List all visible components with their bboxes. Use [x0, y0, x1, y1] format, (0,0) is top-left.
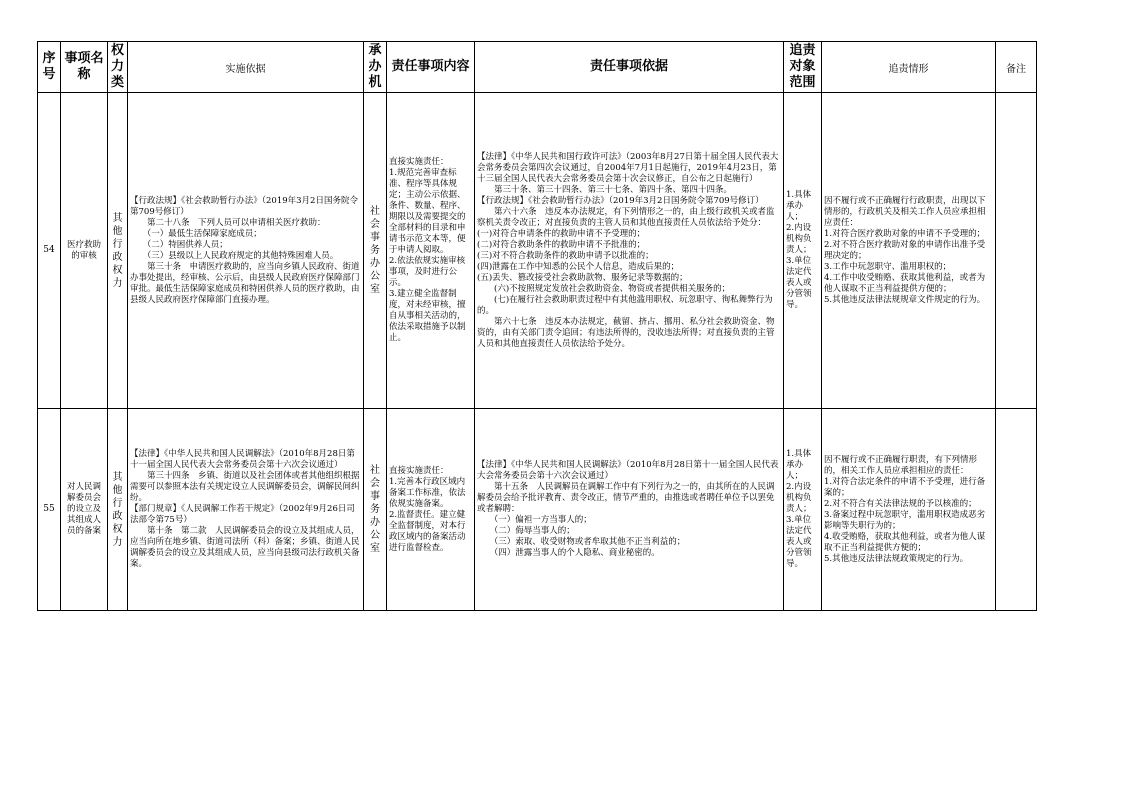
header-dept: 承办机 — [364, 42, 387, 93]
content-line: 1.完善本行政区域内备案工作标准，依法依规实施备案。 — [389, 476, 466, 509]
basis-line: （三）县级以上人民政府规定的其他特殊困难人员。 — [142, 250, 339, 261]
situation-line: 2.对不符合有关法律法规的予以核准的； — [824, 498, 977, 509]
situation-line: 因不履行或不正确履行职责，有下列情形的，相关工作人员应承担相应的责任： — [824, 454, 978, 476]
row-situation — [822, 409, 996, 611]
basis-line: （二）特困供养人员； — [142, 239, 228, 250]
header-seq: 序号 — [38, 42, 61, 93]
resp-basis-line: 【行政法规】《社会救助暂行办法》（2019年3月2日国务院令第709号修订） — [477, 195, 764, 206]
header-situation: 追责情形 — [822, 42, 996, 93]
resp-basis-line: (一)对符合申请条件的救助申请不予受理的； — [477, 228, 646, 239]
basis-line: 【行政法规】《社会救助暂行办法》（2019年3月2日国务院令第709号修订） — [130, 195, 358, 217]
situation-line: 因不履行或不正确履行行政职责，出现以下情形的，行政机关及相关工作人员应承担相应责任： — [824, 195, 986, 228]
basis-line: 【法律】《中华人民共和国人民调解法》（2010年8月28日第十一届全国人民代表大会常务委员会第十六次会议通过） — [130, 449, 355, 470]
basis-line: 第十条 第二款 人民调解委员会的设立及其组成人员，应当向所在地乡镇、街道司法所（科）备案；乡镇、街道人民调解委员会的设立及其组成人员，应当向县级司法行政机关备案。 — [130, 526, 360, 569]
content-line: 2.监督责任。建立健全监督制度，对本行政区域内的备案活动进行监督检查。 — [389, 509, 466, 553]
basis-line: 第三十条 申请医疗救助的，应当向乡镇人民政府、街道办事处提出，经审核、公示后，由县级人民政府医疗保障部门审批。最低生活保障家庭成员和特困供养人员的医疗救助，由县级人民政府医疗保障部门直接办理。 — [130, 261, 360, 305]
row-dept: 社会事务办公室 — [364, 93, 387, 409]
resp-basis-line: (五)丢失、篡改接受社会救助款物、服务记录等数据的； — [477, 272, 688, 283]
situation-line: 5.其他违反法律法规规章文件规定的行为。 — [824, 294, 986, 305]
header-resp-content: 责任事项内容 — [387, 42, 475, 93]
resp-basis-line: （二）侮辱当事人的； — [489, 526, 575, 536]
row-seq: 55 — [38, 409, 61, 611]
target-line: 2.内设机构负责人； — [786, 223, 812, 255]
situation-line: 4.收受贿赂，获取其他利益，或者为他人谋取不正当利益提供方便的； — [824, 531, 986, 553]
header-row — [38, 42, 1037, 93]
basis-line: 第二十八条 下列人员可以申请相关医疗救助： — [147, 217, 326, 228]
row-target — [784, 409, 822, 611]
row-power-type: 其他行政权力 — [108, 93, 128, 409]
row-seq: 54 — [38, 93, 61, 409]
resp-basis-line: (七)在履行社会救助职责过程中有其他滥用职权、玩忽职守、徇私舞弊行为的。 — [477, 294, 773, 316]
resp-basis-line: （四）泄露当事人的个人隐私、商业秘密的。 — [489, 548, 660, 558]
row-target — [784, 93, 822, 409]
resp-basis-line: 【法律】《中华人民共和国人民调解法》（2010年8月28日第十一届全国人民代表大会常务委员会第十六次会议通过） — [477, 460, 779, 481]
header-resp-basis: 责任事项依据 — [475, 42, 784, 93]
target-line: 3.单位法定代表人或分管领导。 — [786, 256, 812, 310]
row-resp-basis — [475, 93, 784, 409]
content-line: 2.依法依规实施审核事项，及时进行公示。 — [389, 256, 466, 288]
row-resp-content — [387, 409, 475, 611]
resp-basis-line: (二)对符合救助条件的救助申请不予批准的； — [477, 239, 646, 250]
content-line: 直接实施责任： — [389, 157, 449, 167]
table-row — [38, 93, 1037, 409]
resp-basis-line: 第十五条 人民调解员在调解工作中有下列行为之一的，由其所在的人民调解委员会给予批评教育、责令改正，情节严重的，由推选或者聘任单位予以罢免或者解聘： — [477, 482, 775, 514]
resp-basis-line: (三)对不符合救助条件的救助申请予以批准的； — [477, 250, 654, 261]
basis-line: 【部门规章】《人民调解工作若干规定》（2002年9月26日司法部令第75号） — [130, 504, 355, 525]
basis-line: 第三十四条 乡镇、街道以及社会团体或者其他组织根据需要可以参照本法有关规定设立人民调解委员会，调解民间纠纷。 — [130, 471, 360, 503]
table-row — [38, 409, 1037, 611]
row-item-name: 对人民调解委员会的设立及其组成人员的备案 — [61, 409, 108, 611]
row-note — [996, 93, 1037, 409]
resp-basis-line: 第六十七条 违反本办法规定，截留、挤占、挪用、私分社会救助资金、物资的，由有关部门责令追回；有违法所得的，没收违法所得；对直接负责的主管人员和其他直接责任人员依法给予处分。 — [477, 316, 775, 349]
resp-basis-line: （三）索取、收受财物或者牟取其他不正当利益的； — [489, 537, 686, 547]
situation-line: 4.工作中收受贿赂、获取其他利益，或者为他人谋取不正当利益提供方便的； — [824, 272, 986, 294]
row-basis — [128, 409, 364, 611]
target-line: 1.具体承办人； — [786, 190, 812, 222]
row-item-name: 医疗救助的审核 — [61, 93, 108, 409]
target-line: 2.内设机构负责人； — [786, 482, 812, 514]
resp-basis-line: 【法律】《中华人民共和国行政许可法》（2003年8月27日第十届全国人民代表大会常务委员会第四次会议通过，自2004年7月1日起施行，2019年4月23日，第十三届全国人民代表大会常务委员会第十次会议修正，自公布之日起施行） — [477, 151, 779, 184]
header-note: 备注 — [996, 42, 1037, 93]
resp-basis-line: （一）偏袒一方当事人的； — [489, 515, 592, 525]
situation-line: 2.对不符合医疗救助对象的申请作出准予受理决定的； — [824, 239, 986, 261]
situation-line: 5.其他违反法律法规政策规定的行为。 — [824, 553, 969, 564]
row-dept: 社会事务办公室 — [364, 409, 387, 611]
resp-basis-line: (四)泄露在工作中知悉的公民个人信息，造成后果的； — [477, 261, 680, 272]
row-resp-basis — [475, 409, 784, 611]
basis-line: （一）最低生活保障家庭成员； — [142, 228, 262, 239]
target-line: 3.单位法定代表人或分管领导。 — [786, 515, 812, 569]
target-line: 1.具体承办人； — [786, 449, 812, 481]
situation-line: 3.工作中玩忽职守、滥用职权的； — [824, 261, 952, 272]
row-resp-content — [387, 93, 475, 409]
content-line: 1.规范完善审查标准、程序等具体规定；主动公示依据、条件、数量、程序、期限以及需要提交的全部材料的目录和申请书示范文本等，便于申请人阅取。 — [389, 168, 466, 255]
content-line: 3.建立健全监督制度，对未经审核，擅自从事相关活动的，依法采取措施予以制止。 — [389, 289, 466, 343]
row-basis — [128, 93, 364, 409]
resp-basis-line: 第六十六条 违反本办法规定，有下列情形之一的，由上级行政机关或者监察机关责令改正；对直接负责的主管人员和其他直接责任人员依法给予处分： — [477, 206, 775, 228]
content-line: 直接实施责任： — [389, 465, 449, 476]
resp-basis-line: 第三十条、第三十四条、第三十七条、第四十条、第四十四条。 — [494, 184, 733, 195]
header-item-name: 事项名称 — [61, 42, 108, 93]
situation-line: 1.对符合法定条件的申请不予受理，进行备案的； — [824, 476, 986, 498]
header-target: 追责对象范围 — [784, 42, 822, 93]
row-power-type: 其他行政权力 — [108, 409, 128, 611]
resp-basis-line: (六)不按照规定发放社会救助资金、物资或者提供相关服务的； — [494, 283, 731, 294]
row-situation — [822, 93, 996, 409]
header-basis: 实施依据 — [128, 42, 364, 93]
row-note — [996, 409, 1037, 611]
header-power-type: 权力类 — [108, 42, 128, 93]
situation-line: 1.对符合医疗救助对象的申请不予受理的； — [824, 228, 986, 239]
power-list-table — [37, 41, 1037, 611]
situation-line: 3.备案过程中玩忽职守，滥用职权造成恶劣影响等失职行为的； — [824, 509, 986, 531]
